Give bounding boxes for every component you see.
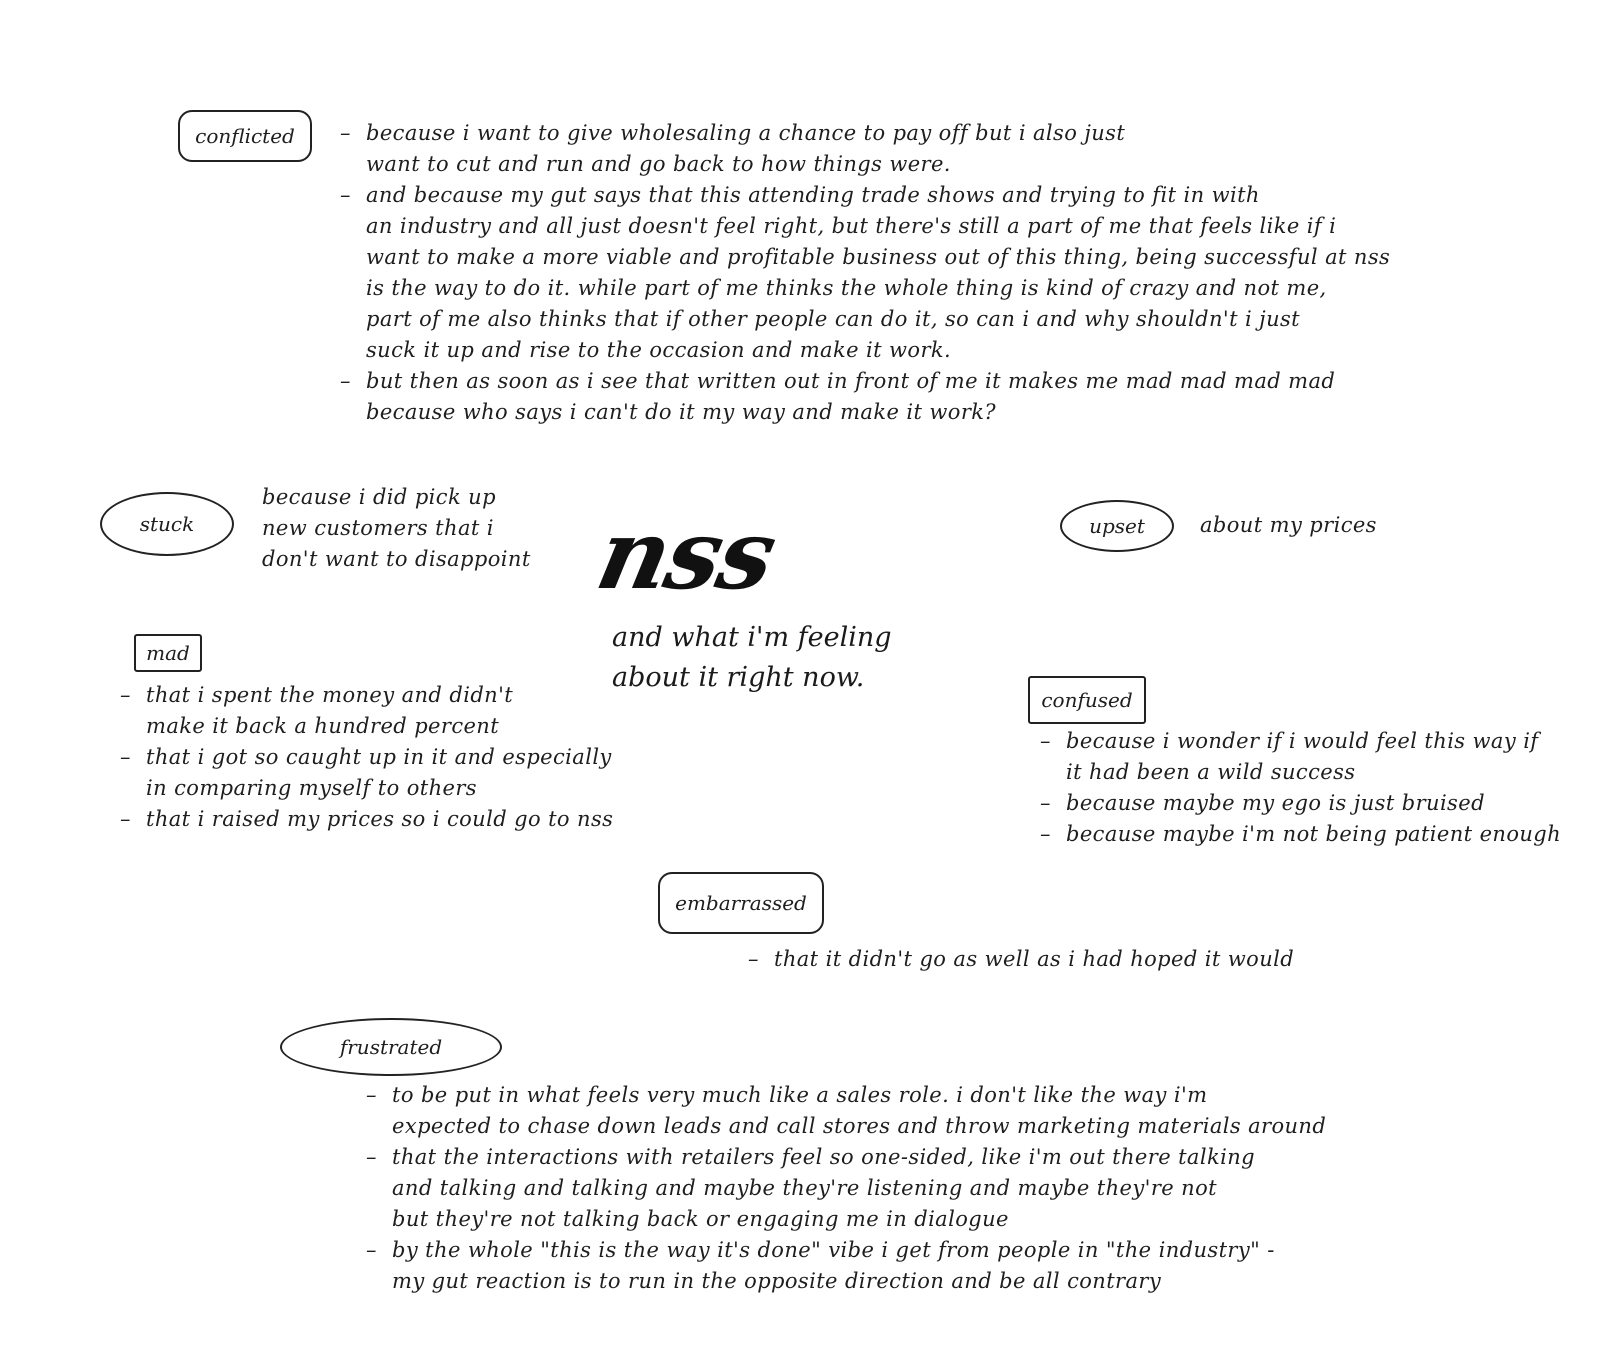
- frustrated-bullet-3: – by the whole "this is the way it's done" vibe i get from people in "the industry" - my gut reaction is to run in the opposite direction and be all contrary: [366, 1235, 1366, 1297]
- center-subtitle: and what i'm feeling about it right now.: [612, 622, 892, 693]
- confused-bullet-1: – because i wonder if i would feel this way if it had been a wild success: [1040, 726, 1580, 788]
- mad-bullet-1: – that i spent the money and didn't make it back a hundred percent: [120, 680, 680, 742]
- label-embarrassed: embarrassed: [658, 872, 824, 934]
- mad-bullet-2: – that i got so caught up in it and especially in comparing myself to others: [120, 742, 680, 804]
- upset-notes: [1200, 510, 1500, 541]
- label-mad: mad: [134, 634, 202, 672]
- confused-bullet-3: – because maybe i'm not being patient enough: [1040, 819, 1580, 850]
- mad-notes: [120, 680, 680, 835]
- confused-bullet-2: – because maybe my ego is just bruised: [1040, 788, 1580, 819]
- label-confused: confused: [1028, 676, 1146, 724]
- mad-bullet-3: – that i raised my prices so i could go to nss: [120, 804, 680, 835]
- label-conflicted: conflicted: [178, 110, 312, 162]
- center-title: nss: [588, 498, 785, 611]
- frustrated-bullet-2: – that the interactions with retailers feel so one-sided, like i'm out there talking and talking and talking and maybe they're listening and maybe they're not but they're not talking back or engaging me in dialogue: [366, 1142, 1366, 1235]
- conflicted-bullet-1: – because i want to give wholesaling a chance to pay off but i also just want to cut and run and go back to how things were.: [340, 118, 1420, 180]
- stuck-notes: [262, 482, 562, 575]
- frustrated-bullet-1: – to be put in what feels very much like a sales role. i don't like the way i'm expected to chase down leads and call stores and throw marketing materials around: [366, 1080, 1366, 1142]
- stuck-text: because i did pick up new customers that i don't want to disappoint: [262, 485, 531, 571]
- confused-notes: [1040, 726, 1580, 850]
- frustrated-notes: [366, 1080, 1366, 1297]
- conflicted-notes: [340, 118, 1420, 428]
- embarrassed-bullet-1: – that it didn't go as well as i had hoped it would: [748, 944, 1448, 975]
- embarrassed-notes: [748, 944, 1448, 975]
- label-upset: upset: [1060, 500, 1174, 552]
- upset-text: about my prices: [1200, 513, 1377, 537]
- conflicted-bullet-2: – and because my gut says that this attending trade shows and trying to fit in with an industry and all just doesn't feel right, but there's still a part of me that feels like if i want to make a more viable and profitable business out of this thing, being successful at nss is the way to do it. while part of me thinks the whole thing is kind of crazy and not me, part of me also thinks that if other people can do it, so can i and why shouldn't i just suck it up and rise to the occasion and make it work.: [340, 180, 1420, 366]
- conflicted-bullet-3: – but then as soon as i see that written out in front of me it makes me mad mad mad mad because who says i can't do it my way and make it work?: [340, 366, 1420, 428]
- label-frustrated: frustrated: [280, 1018, 502, 1076]
- label-stuck: stuck: [100, 492, 234, 556]
